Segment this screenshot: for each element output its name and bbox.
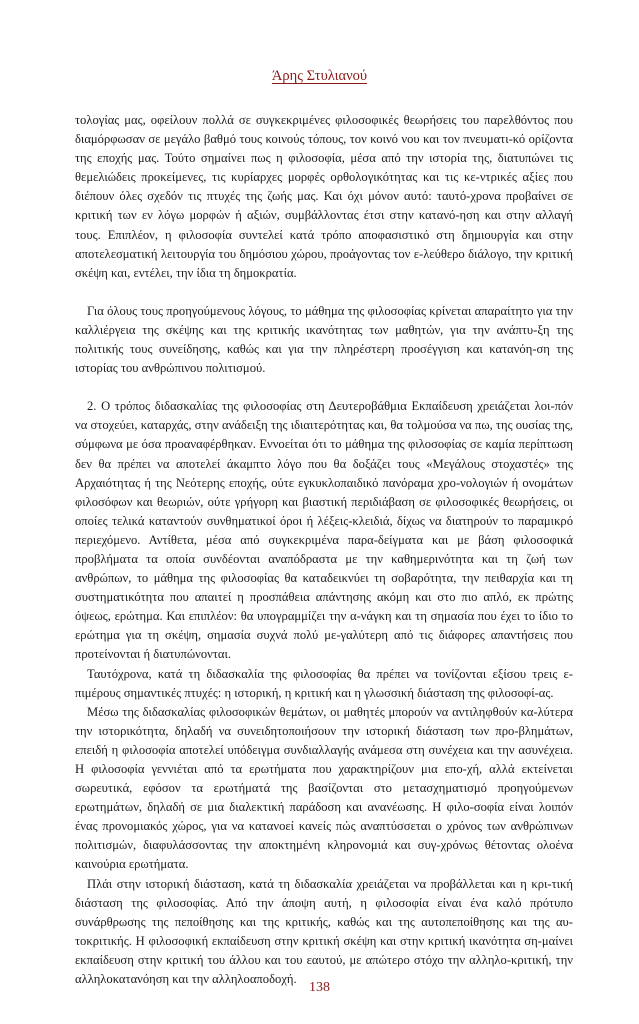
paragraph: Για όλους τους προηγούμενους λόγους, το μάθημα της φιλοσοφίας κρίνεται απαραίτητο για την καλλιέργεια της σκέψης και της κριτικής ικανότητας των μαθητών, για την ανάπτυ-ξη της πολιτικής τους συνείδησης, καθώς και για την πληρέστερη προσέγγιση και κατανόη-ση της ιστορίας του ανθρώπινου πολιτισμού. <box>75 303 573 376</box>
page-number: 138 <box>309 980 330 995</box>
paragraph: τολογίας μας, οφείλουν πολλά σε συγκεκριμένες φιλοσοφικές θεωρήσεις του παρελθόντος που διαμόρφωσαν σε μεγάλο βαθμό τους κοινούς τόπους, τον κοινό νου και τον πνευματι-κό ορίζοντα της εποχής μας. Τούτο σημαίνει πως η φιλοσοφία, μέσα από την ιστορία της, διατυπώνει τις θεμελιώδεις προκείμενες, τις κυρίαρχες μορφές ορθολογικότητας και τις κε-ντρικές αξίες που διέπουν όλες σχεδόν τις πτυχές της ζωής μας. Και όχι μόνον αυτό: ταυτό-χρονα προβαίνει σε κριτική των εν λόγω μορφών ή αξιών, συμβάλλοντας έτσι στην κατανό-ηση και στην αλλαγή τους. Επιπλέον, η φιλοσοφία συντελεί κατά τρόπο αποφασιστικό στη δημιουργία και στην αποτελεσματική λειτουργία του δημόσιου χώρου, προάγοντας τον ε-λεύθερο διάλογο, την κριτική σκέψη και, εντέλει, την ίδια τη δημοκρατία. <box>75 113 573 280</box>
running-header: Άρης Στυλιανού <box>271 68 368 84</box>
paragraph: Μέσω της διδασκαλίας φιλοσοφικών θεμάτων, οι μαθητές μπορούν να αντιληφθούν κα-λύτερα την ιστορικότητα, δηλαδή να συνειδητοποιήσουν την ιστορική διάσταση των προ-βλημάτων, επειδή η φιλοσοφία αποτελεί υπόδειγμα συνδιαλλαγής ανάμεσα στη συνέχεια και την ασυνέχεια. Η φιλοσοφία γεννιέται από τα ερωτήματα που χαρακτηρίζουν μια επο-χή, αλλά εκτείνεται σωρευτικά, εφόσον τα ερωτήματά της βασίζονται στο μετασχηματισμό προηγούμενων ερωτημάτων, δηλαδή σε μια διαλεκτική παράδοση και ανανέωσης. Η φιλο-σοφία είναι λοιπόν ένας προνομιακός χώρος, για να κατανοεί κανείς πώς αναπτύσσεται ο χρόνος των ανθρώπινων πολιτισμών, διαφυλάσσοντας την αποκτημένη κληρονομιά και συγ-χρόνως θέτοντας ολοένα καινούρια ερωτήματα. <box>75 704 573 872</box>
paragraph: Πλάι στην ιστορική διάσταση, κατά τη διδασκαλία χρειάζεται να προβάλλεται και η κρι-τική διάσταση της φιλοσοφίας. Από την άποψη αυτή, η φιλοσοφία είναι ένα καλό πρότυπο συνάρθρωσης της πεποίθησης και της κριτικής, καθώς και της αυτοπεποίθησης και της αυ-τοκριτικής. Η φιλοσοφική εκπαίδευση στην κριτική σκέψη και στην κριτική ικανότητα ση-μαίνει εκπαίδευση στην κριτική του άλλου και του εαυτού, με απώτερο στόχο την αλληλο-κριτική, την αλληλοκατανόηση και την αλληλοαποδοχή. <box>75 876 573 987</box>
paragraph: Ταυτόχρονα, κατά τη διδασκαλία της φιλοσοφίας θα πρέπει να τονίζονται εξίσου τρεις ε-πιμέρους σημαντικές πτυχές: η ιστορική, η κριτική και η γλωσσική διάσταση της φιλοσοφί-ας. <box>75 666 573 700</box>
paragraph: 2. Ο τρόπος διδασκαλίας της φιλοσοφίας στη Δευτεροβάθμια Εκπαίδευση χρειάζεται λοι-πόν να στοχεύει, καταρχάς, στην ανάδειξη της ιδιαιτερότητας και, θα τολμούσα να πω, της ουσίας της, σύμφωνα με όσα προαναφέρθηκαν. Εννοείται ότι το μάθημα της φιλοσοφίας σε καμία περίπτωση δεν θα πρέπει να αποτελεί άκαμπτο λόγο που θα δοξάζει τους «Μεγάλους στοχαστές» της Αρχαιότητας ή της Νεότερης εποχής, ούτε εγκυκλοπαιδικό πανόραμα χρο-νολογιών ή ονομάτων φιλοσόφων και θεωριών, ούτε γρήγορη και βιαστική περιδιάβαση σε φιλοσοφικές θεωρήσεις, οι οποίες τελικά καταντούν συνθηματικοί όροι ή λέξεις-κλειδιά, δίχως να διατηρούν το παραμικρό περιεχόμενο. Αντίθετα, μέσα από συγκεκριμένα παρα-δείγματα και με βάση φιλοσοφικά προβλήματα τα οποία συνδέονται αναπόδραστα με την καθημερινότητα και τη ζωή των ανθρώπων, το μάθημα της φιλοσοφίας θα καταδεικνύει τη σοβαρότητα, την πειθαρχία και τη συστηματικότητα που απαιτεί η προσπάθεια απάντησης ακόμη και στο πιο απλό, εκ πρώτης όψεως, ερώτημα. Και επιπλέον: θα υπογραμμίζει την α-νάγκη και τη σημασία που έχει το ίδιο το ερώτημα για τη σκέψη, σημασία συχνά πολύ με-γαλύτερη από τις διάφορες απαντήσεις που προτείνονται ή διατυπώνονται. <box>75 399 573 662</box>
body-text <box>75 111 573 989</box>
